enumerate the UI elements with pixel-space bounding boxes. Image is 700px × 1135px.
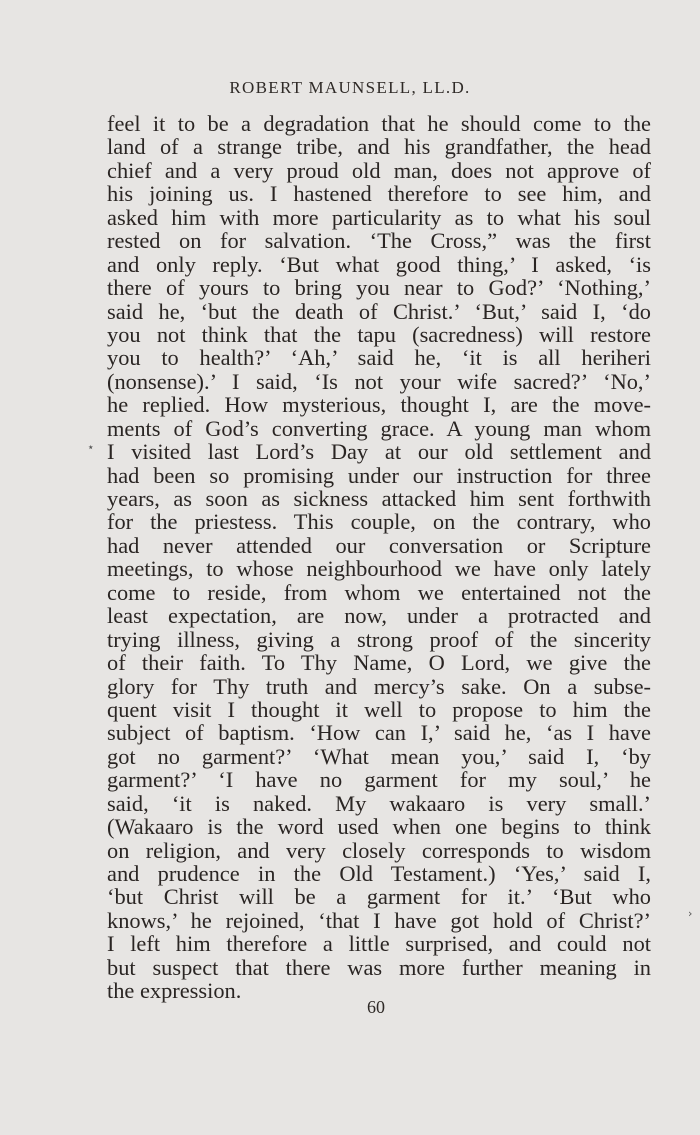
text-line: he replied. How mysterious, thought I, are the move- (107, 392, 651, 418)
text-line: knows,’ he rejoined, ‘that I have got hold of Christ?’ (107, 907, 651, 933)
text-line: (nonsense).’ I said, ‘Is not your wife sacred?’ ‘No,’ (107, 368, 651, 394)
text-line: glory for Thy truth and mercy’s sake. On a subse- (107, 673, 651, 699)
text-line: got no garment?’ ‘What mean you,’ said I, ‘by (107, 743, 651, 769)
text-line: (Wakaaro is the word used when one begins to think (107, 814, 651, 840)
text-line: on religion, and very closely corresponds to wisdom (107, 837, 651, 863)
text-line: his joining us. I hastened therefore to see him, and (107, 181, 651, 207)
text-line: rested on for salvation. ‘The Cross,” was the first (107, 228, 651, 254)
text-line: had never attended our conversation or Scripture (107, 532, 651, 558)
text-line: subject of baptism. ‘How can I,’ said he, ‘as I have (107, 720, 651, 746)
margin-mark: ⋆ (87, 440, 95, 454)
text-line: asked him with more particularity as to what his soul (107, 204, 651, 230)
page-number: 60 (367, 997, 385, 1017)
text-line: chief and a very proud old man, does not approve of (107, 157, 651, 183)
text-line: ments of God’s converting grace. A young man whom (107, 415, 651, 441)
text-line: for the priestess. This couple, on the contrary, who (107, 509, 651, 535)
text-line: said he, ‘but the death of Christ.’ ‘But,’ said I, ‘do (107, 298, 651, 324)
text-line: I visited last Lord’s Day at our old settlement and (107, 439, 651, 465)
text-line: the expression. (107, 978, 242, 1004)
text-line: said, ‘it is naked. My wakaaro is very small.’ (107, 790, 651, 816)
text-line: least expectation, are now, under a protracted and (107, 603, 651, 629)
text-line: of their faith. To Thy Name, O Lord, we give the (107, 650, 651, 676)
text-line: land of a strange tribe, and his grandfather, the head (107, 134, 651, 160)
text-line: trying illness, giving a strong proof of the sincerity (107, 626, 651, 652)
text-line: come to reside, from whom we entertained not the (107, 579, 651, 605)
text-line: you to health?’ ‘Ah,’ said he, ‘it is all heriheri (107, 345, 651, 371)
text-line: had been so promising under our instruction for three (107, 462, 651, 488)
margin-mark: › (688, 907, 693, 920)
text-line: years, as soon as sickness attacked him sent forthwith (107, 486, 651, 511)
running-head: ROBERT MAUNSELL, LL.D. (229, 78, 471, 97)
body-text (107, 112, 651, 1003)
text-line: I left him therefore a little surprised, and could not (107, 931, 651, 957)
text-line: and prudence in the Old Testament.) ‘Yes,’ said I, (107, 861, 651, 886)
text-line: ‘but Christ will be a garment for it.’ ‘But who (107, 884, 651, 910)
text-line: there of yours to bring you near to God?’ ‘Nothing,’ (107, 275, 651, 301)
text-line: you not think that the tapu (sacredness) will restore (107, 321, 651, 347)
text-line: but suspect that there was more further meaning in (107, 954, 651, 980)
text-line: and only reply. ‘But what good thing,’ I asked, ‘is (107, 251, 651, 277)
text-line: garment?’ ‘I have no garment for my soul,’ he (107, 767, 651, 793)
text-line: meetings, to whose neighbourhood we have only lately (107, 556, 651, 582)
text-line: quent visit I thought it well to propose to him the (107, 696, 651, 722)
text-line: feel it to be a degradation that he should come to the (107, 111, 651, 136)
